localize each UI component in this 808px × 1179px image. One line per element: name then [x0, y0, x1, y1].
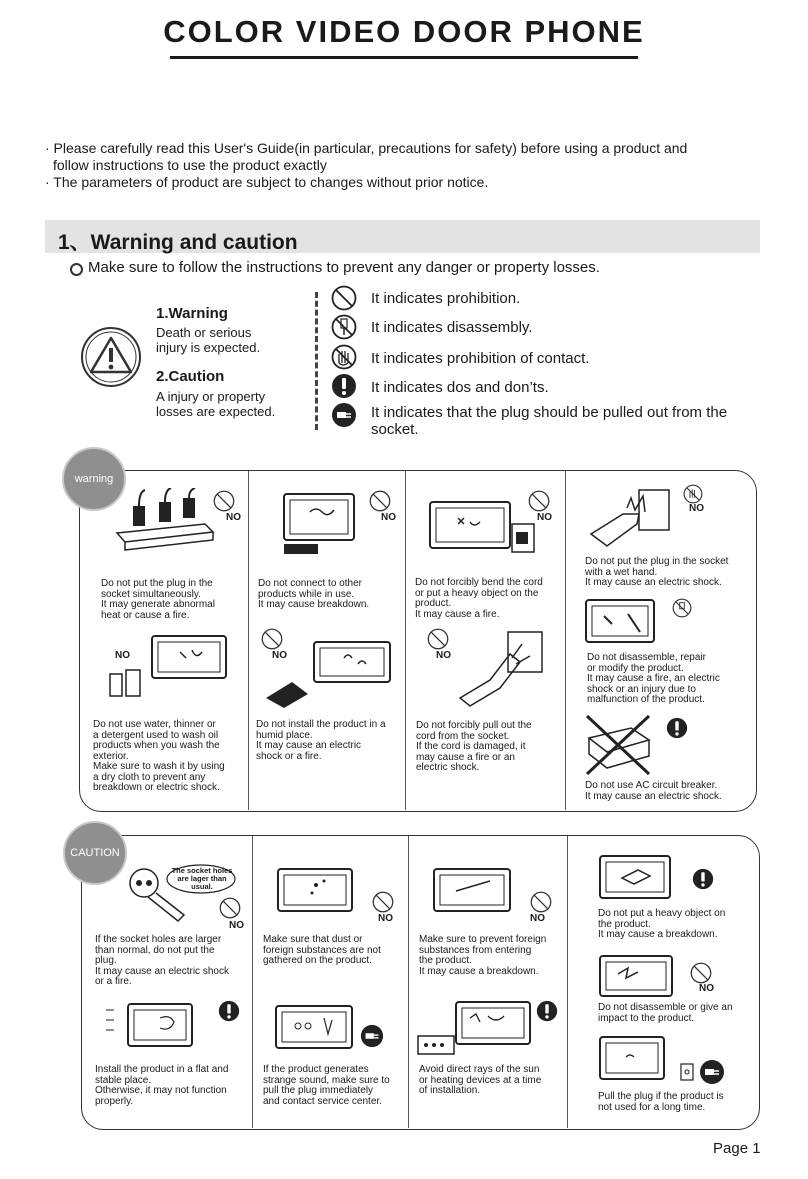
prohibition-icon	[213, 490, 235, 512]
warning-level-title: 1.Warning	[156, 305, 228, 322]
caution-caption: Install the product in a flat and stable place. Otherwise, it may not function properly.	[95, 1064, 229, 1107]
legend-text-no-contact: It indicates prohibition of contact.	[371, 350, 590, 367]
warning-caption: Do not install the product in a humid place. It may cause an electric shock or a fire.	[256, 719, 386, 762]
no-label: NO	[436, 650, 451, 661]
legend-text-prohibition: It indicates prohibition.	[371, 290, 521, 307]
caution-level-desc-2: losses are expected.	[156, 404, 276, 419]
exclamation-icon	[666, 717, 688, 739]
disassembly-icon	[331, 314, 357, 340]
caution-caption: Avoid direct rays of the sun or heating devices at a time of installation.	[419, 1064, 542, 1096]
disassembly-icon	[672, 598, 692, 618]
no-contact-icon	[331, 344, 357, 370]
prohibition-icon	[528, 490, 550, 512]
prohibition-icon	[331, 285, 357, 311]
warning-triangle-icon	[80, 326, 142, 388]
long-time-monitor-illustration	[598, 1035, 668, 1083]
page-title: COLOR VIDEO DOOR PHONE	[163, 14, 645, 49]
exclamation-icon	[218, 1000, 240, 1022]
wet-hand-plug-illustration	[587, 484, 677, 554]
warning-caption: Do not forcibly bend the cord or put a heavy object on the product. It may cause a fire.	[415, 577, 543, 620]
column-divider	[408, 836, 409, 1128]
prohibition-icon	[372, 891, 394, 913]
no-label: NO	[229, 920, 244, 931]
wall-socket-icon	[680, 1063, 694, 1081]
title-underline	[170, 56, 638, 59]
column-divider	[248, 471, 249, 810]
bent-cord-illustration	[428, 500, 538, 558]
intro-line-1: · Please carefully read this User's Guide(in particular, precautions for safety) before using a product and	[45, 140, 688, 156]
intro-line-1b: follow instructions to use the product exactly	[53, 157, 327, 173]
warning-level-desc-1: Death or serious	[156, 325, 252, 340]
triple-plug-illustration	[115, 488, 215, 560]
unplug-icon	[331, 402, 357, 428]
no-label: NO	[699, 983, 714, 994]
speech-bubble-text: The socket holes are lager than usual.	[171, 866, 233, 891]
prohibition-icon	[369, 490, 391, 512]
caution-level-desc-1: A injury or property	[156, 389, 266, 404]
caution-caption: Make sure to prevent foreign substances from entering the product. It may cause a breakdown.	[419, 934, 547, 977]
warning-badge: warning	[62, 447, 126, 511]
warning-caption: Do not use AC circuit breaker. It may cause an electric shock.	[585, 780, 722, 802]
caution-badge: CAUTION	[63, 821, 127, 885]
caution-caption: Pull the plug if the product is not used for a long time.	[598, 1091, 724, 1113]
prohibition-icon	[427, 628, 449, 650]
no-label: NO	[115, 650, 130, 661]
disassemble-monitor-illustration	[584, 598, 664, 646]
warning-level-desc-2: injury is expected.	[156, 340, 261, 355]
sun-heater-illustration	[416, 996, 532, 1058]
caution-caption: If the product generates strange sound, make sure to pull the plug immediately and contact service center.	[263, 1064, 390, 1107]
unplug-icon	[699, 1059, 725, 1085]
column-divider	[567, 836, 568, 1128]
warning-caption: Do not put the plug in the socket simultaneously. It may generate abnormal heat or cause a fire.	[101, 578, 215, 621]
section-note: Make sure to follow the instructions to prevent any danger or property losses.	[88, 259, 600, 276]
no-label: NO	[378, 913, 393, 924]
warning-caption: Do not connect to other products while in use. It may cause breakdown.	[258, 578, 370, 610]
unplug-icon	[360, 1024, 384, 1048]
pull-cord-illustration	[450, 628, 550, 708]
legend-text-unplug: It indicates that the plug should be pulled out from the socket.	[371, 404, 728, 438]
no-label: NO	[226, 512, 241, 523]
prohibition-icon	[690, 962, 712, 984]
prohibition-icon	[219, 897, 241, 919]
legend-divider	[315, 292, 318, 430]
warning-caption: Do not forcibly pull out the cord from the socket. If the cord is damaged, it may cause a fire or an electric shock.	[416, 720, 532, 773]
section-title: 1、Warning and caution	[58, 231, 298, 254]
prohibition-icon	[530, 891, 552, 913]
warning-caption: Do not put the plug in the socket with a wet hand. It may cause an electric shock.	[585, 556, 729, 588]
no-label: NO	[537, 512, 552, 523]
impact-monitor-illustration	[598, 954, 676, 998]
exclamation-icon	[331, 373, 357, 399]
column-divider	[252, 836, 253, 1128]
heavy-object-illustration	[598, 852, 676, 902]
no-label: NO	[381, 512, 396, 523]
warning-caption: Do not use water, thinner or a detergent used to wash oil products when you wash the exterior. Make sure to wash it by using a dry cloth to prevent any breakdown or electric shock.	[93, 719, 225, 793]
caution-caption: If the socket holes are larger than normal, do not put the plug. It may cause an electric shock or a fire.	[95, 934, 229, 987]
circuit-breaker-illustration	[583, 714, 655, 776]
humid-place-illustration	[262, 638, 397, 710]
water-cleaning-illustration	[100, 630, 230, 700]
flat-install-illustration	[104, 1002, 194, 1048]
exclamation-icon	[536, 1000, 558, 1022]
caution-caption: Do not disassemble or give an impact to the product.	[598, 1002, 733, 1024]
caution-caption: Do not put a heavy object on the product. It may cause a breakdown.	[598, 908, 726, 940]
column-divider	[405, 471, 406, 810]
monitor-connect-illustration	[270, 492, 365, 560]
dusty-monitor-illustration	[276, 867, 356, 915]
circle-bullet-icon	[70, 263, 83, 276]
foreign-substance-illustration	[432, 867, 514, 915]
intro-line-2: · The parameters of product are subject to changes without prior notice.	[45, 174, 489, 190]
strange-sound-illustration	[274, 1004, 354, 1050]
no-label: NO	[689, 503, 704, 514]
no-label: NO	[272, 650, 287, 661]
warning-caption: Do not disassemble, repair or modify the product. It may cause a fire, an electric shock or an injury due to malfunction of the product.	[587, 652, 720, 705]
exclamation-icon	[692, 868, 714, 890]
page-number: Page 1	[713, 1140, 761, 1157]
caution-caption: Make sure that dust or foreign substances are not gathered on the product.	[263, 934, 381, 966]
no-contact-icon	[683, 484, 703, 504]
no-label: NO	[530, 913, 545, 924]
column-divider	[565, 471, 566, 810]
legend-text-disassembly: It indicates disassembly.	[371, 319, 533, 336]
caution-level-title: 2.Caution	[156, 368, 225, 385]
legend-text-dos-donts: It indicates dos and don’ts.	[371, 379, 549, 396]
